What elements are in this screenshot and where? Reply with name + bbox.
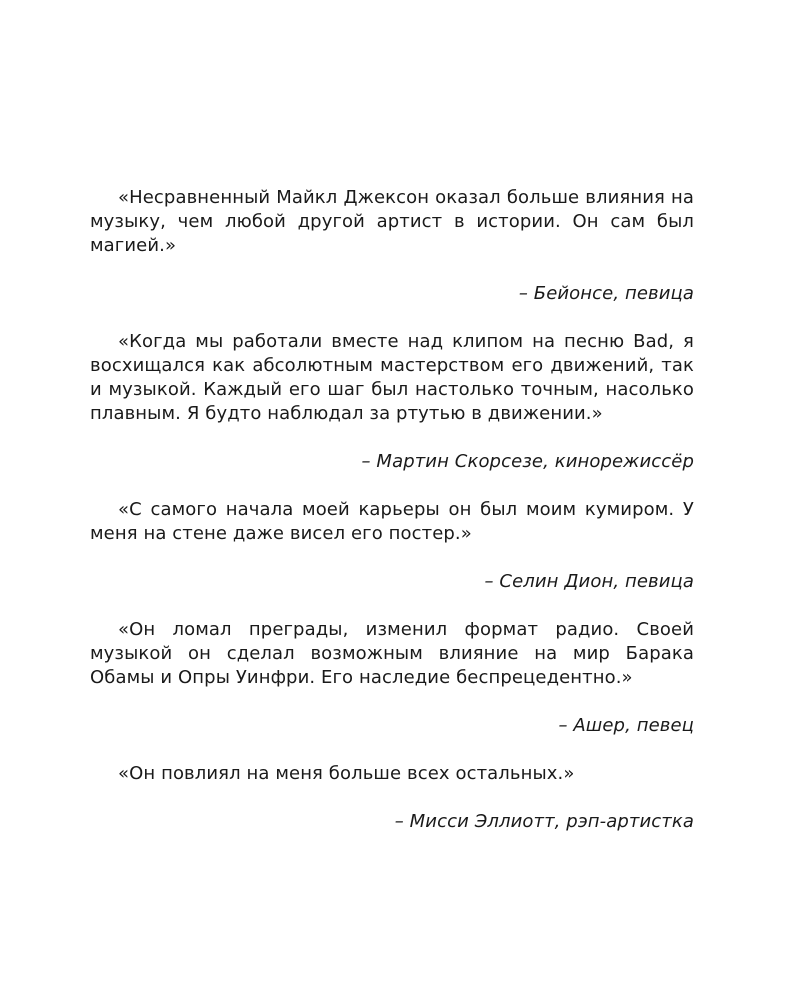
quote-author: – Ашер, певец [558, 715, 694, 736]
quote-text: «С самого начала моей карьеры он был моим кумиром. У меня на стене даже висел его постер.» [90, 499, 694, 544]
page-content [90, 186, 694, 858]
quote-text: «Несравненный Майкл Джексон оказал больше влияния на музыку, чем любой другой артист в истории. Он сам был магией.» [90, 187, 694, 256]
quote-block [90, 618, 694, 738]
quote-author: – Селин Дион, певица [484, 571, 694, 592]
quote-author: – Бейонсе, певица [518, 283, 694, 304]
quote-block [90, 498, 694, 594]
quote-block [90, 330, 694, 474]
quote-block [90, 186, 694, 306]
quote-text: «Когда мы работали вместе над клипом на песню Bad, я восхищался как абсолютным мастерством его движений, так и музыкой. Каждый его шаг был настолько точным, насолько плавным. Я будто наблюдал за ртутью в движении.» [90, 331, 694, 424]
quote-author: – Мисси Эллиотт, рэп-артистка [394, 811, 694, 832]
quote-text: «Он повлиял на меня больше всех остальных.» [118, 763, 575, 784]
quote-author: – Мартин Скорсезе, кинорежиссёр [361, 451, 694, 472]
quote-text: «Он ломал преграды, изменил формат радио. Своей музыкой он сделал возможным влияние на мир Барака Обамы и Опры Уинфри. Его наследие беспрецедентно.» [90, 619, 694, 688]
quote-block [90, 762, 694, 834]
